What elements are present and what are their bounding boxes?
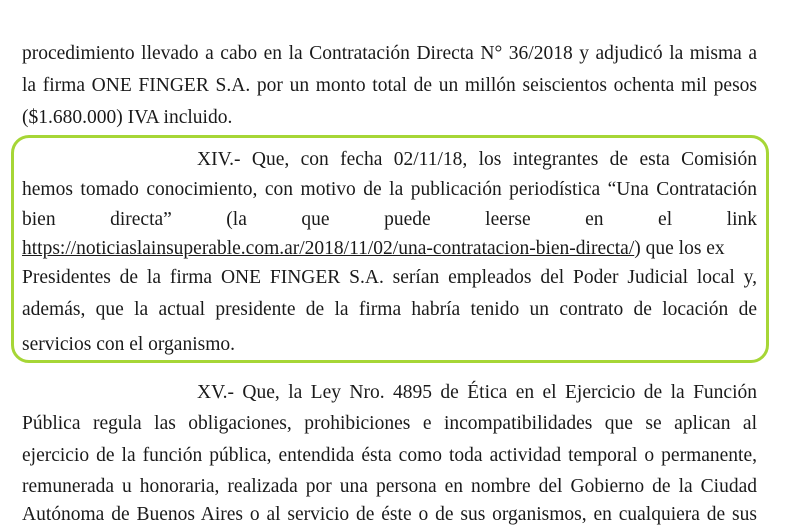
xv-line-3: ejercicio de la función pública, entendida ésta como toda actividad temporal o permanente, (22, 445, 757, 466)
intro-line-2: la firma ONE FINGER S.A. por un monto total de un millón seiscientos ochenta mil pesos (22, 75, 757, 96)
news-link[interactable]: https://noticiaslainsuperable.com.ar/2018/11/02/una-contratacion-bien-directa/ (22, 238, 635, 259)
xv-line-4: remunerada u honoraria, realizada por una persona en nombre del Gobierno de la Ciudad (22, 476, 757, 497)
xiv-line-7: servicios con el organismo. (22, 334, 236, 355)
intro-line-1: procedimiento llevado a cabo en la Contratación Directa N° 36/2018 y adjudicó la misma a (22, 43, 757, 64)
xv-line-2: Pública regula las obligaciones, prohibiciones e incompatibilidades que se aplican al (22, 413, 757, 434)
intro-line-3: ($1.680.000) IVA incluido. (22, 107, 233, 128)
xiv-line-5: Presidentes de la firma ONE FINGER S.A. serían empleados del Poder Judicial local y, (22, 267, 757, 288)
xiv-line-1: XIV.- Que, con fecha 02/11/18, los integrantes de esta Comisión (197, 149, 757, 170)
xiv-line-6: además, que la actual presidente de la firma habría tenido un contrato de locación de (22, 299, 757, 320)
xiv-line-3: bien directa” (la que puede leerse en el link (22, 209, 757, 230)
xv-line-1: XV.- Que, la Ley Nro. 4895 de Ética en el Ejercicio de la Función (197, 382, 757, 403)
xiv-line-2: hemos tomado conocimiento, con motivo de la publicación periodística “Una Contratación (22, 179, 757, 200)
xiv-line-4 (22, 237, 757, 261)
xiv-line-4-rest: ) que los ex (634, 238, 725, 259)
xv-line-5: Autónoma de Buenos Aires o al servicio de éste o de sus organismos, en cualquiera de sus (22, 504, 757, 525)
